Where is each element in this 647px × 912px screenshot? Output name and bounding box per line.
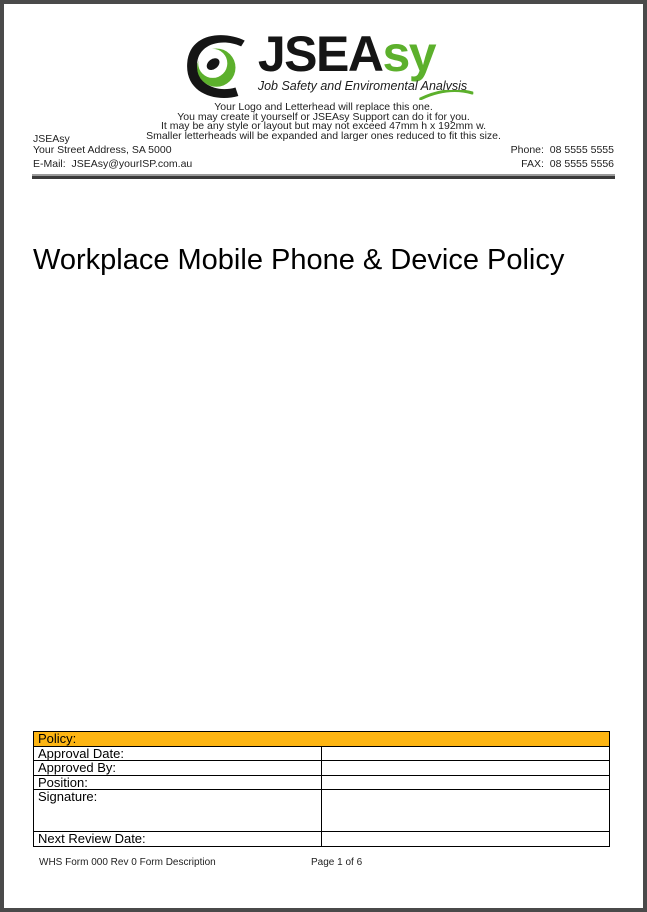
logo-wordmark-black: JSEA [257,26,383,82]
company-name: JSEAsy [33,133,70,145]
notice-line-1: Your Logo and Letterhead will replace this one. [214,101,433,113]
approval-date-field[interactable] [322,746,610,761]
phone-number: Phone: 08 5555 5555 [510,144,614,156]
footer-form-info: WHS Form 000 Rev 0 Form Description [39,857,216,868]
tagline-swoosh-icon [419,90,473,100]
approval-date-label: Approval Date: [34,746,322,761]
letterhead-logo [180,26,468,101]
table-row-approved-by [34,761,610,776]
document-title: Workplace Mobile Phone & Device Policy [33,244,565,276]
position-label: Position: [34,775,322,790]
signature-field[interactable] [322,790,610,832]
letterhead-divider [32,174,615,179]
logo-text [257,26,468,93]
next-review-date-label: Next Review Date: [34,832,322,847]
approved-by-field[interactable] [322,761,610,776]
email-fax-row [33,159,614,170]
address-phone-row [33,145,614,156]
jseasy-eye-logo-icon [180,30,252,101]
logo-tagline: Job Safety and Enviromental Analysis [257,79,468,93]
footer-page-number: Page 1 of 6 [311,857,363,868]
street-address: Your Street Address, SA 5000 [33,144,172,156]
approved-by-label: Approved By: [34,761,322,776]
position-field[interactable] [322,775,610,790]
policy-header-row [34,732,610,747]
table-row-position [34,775,610,790]
letterhead-notice [4,103,643,141]
email-address: E-Mail: JSEAsy@yourISP.com.au [33,158,193,170]
policy-approval-table [33,731,610,847]
notice-line-4: Smaller letterheads will be expanded and larger ones reduced to fit this size. [146,129,501,142]
table-row-approval-date [34,746,610,761]
fax-number: FAX: 08 5555 5556 [521,158,614,170]
signature-label: Signature: [34,790,322,832]
logo-wordmark [257,26,467,82]
logo-wordmark-green: sy [382,26,436,82]
policy-header-cell: Policy: [34,732,610,747]
notice-line-2: You may create it yourself or JSEAsy Support can do it for you. [177,110,470,123]
table-row-signature [34,790,610,832]
table-row-next-review-date [34,832,610,847]
notice-line-3: It may be any style or layout but may not exceed 47mm h x 192mm w. [160,120,487,132]
next-review-date-field[interactable] [322,832,610,847]
